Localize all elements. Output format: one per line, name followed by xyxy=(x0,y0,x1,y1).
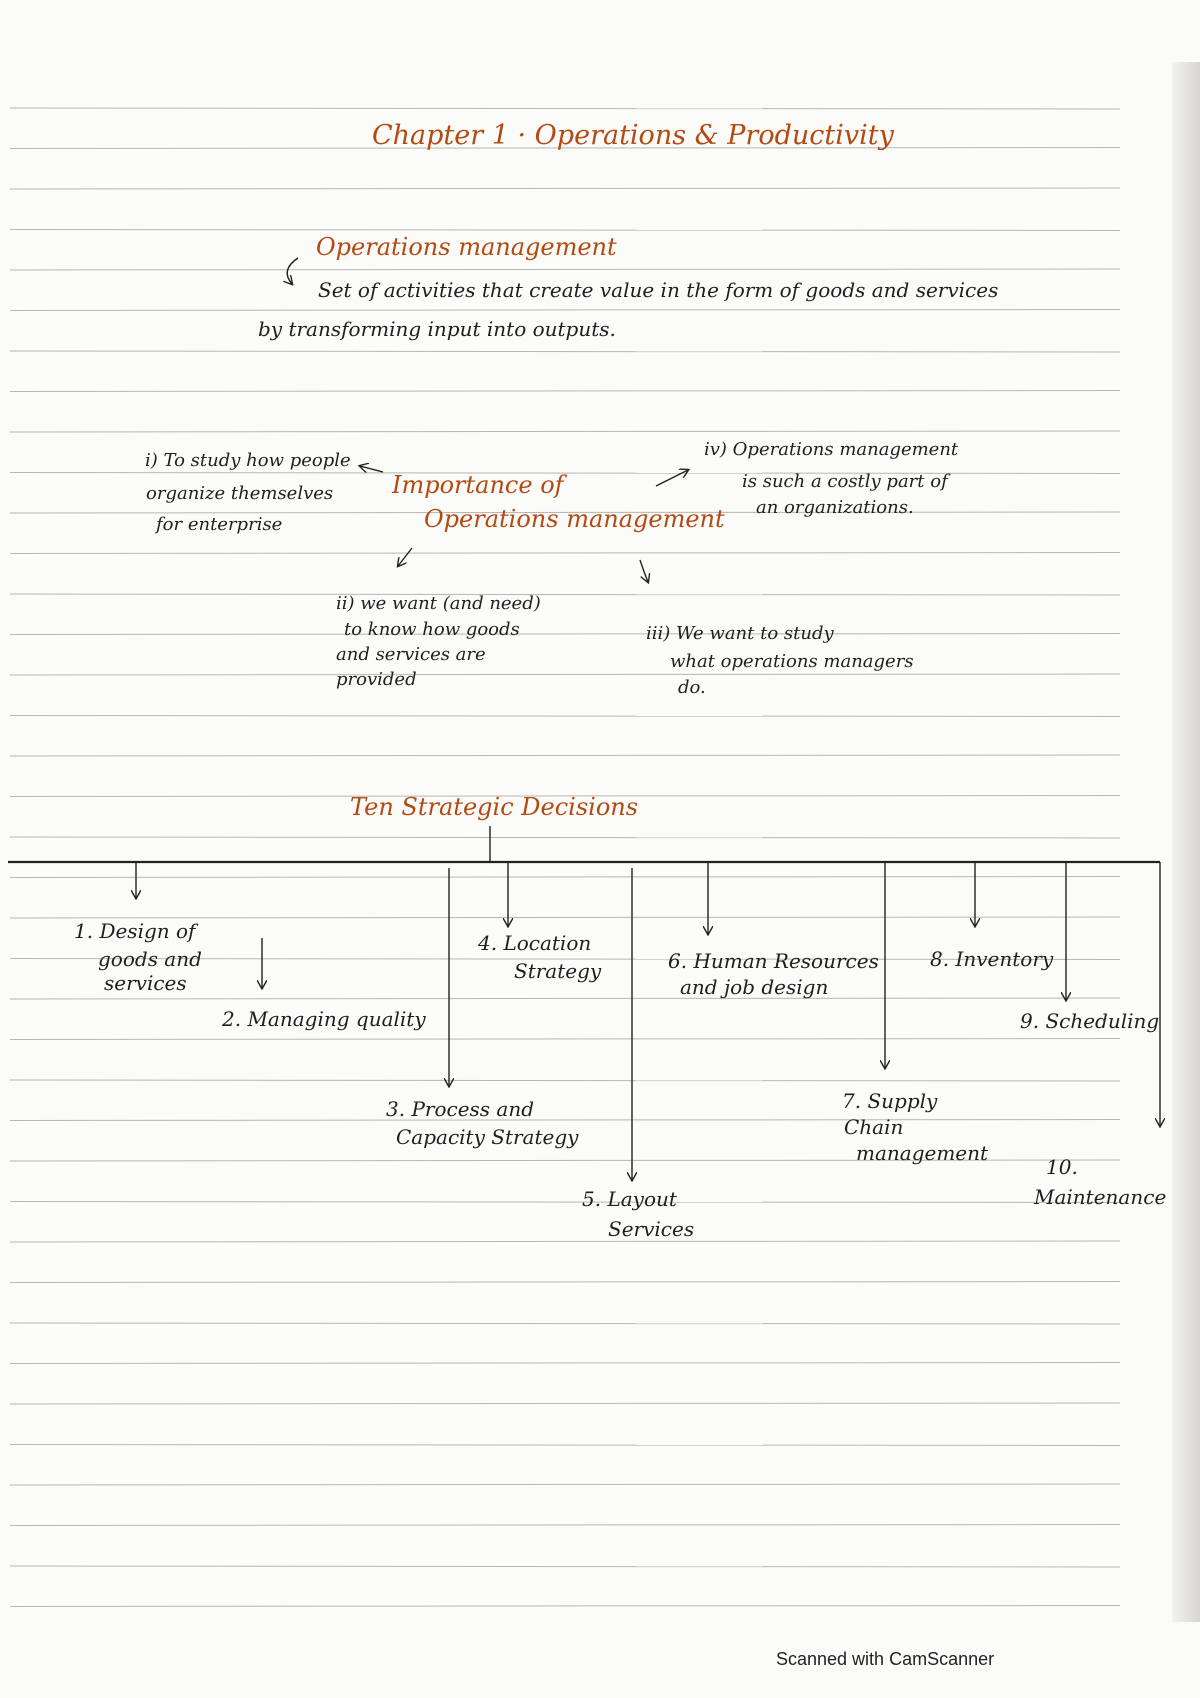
arrow-to-reason-4 xyxy=(656,470,688,486)
importance-reason-2-line-2: to know how goods xyxy=(344,619,520,640)
decision-7-line-3: management xyxy=(856,1141,989,1165)
importance-reason-1-line-3: for enterprise xyxy=(156,514,283,535)
importance-reason-1-line-1: i) To study how people xyxy=(145,450,351,471)
decision-2-line-1: 2. Managing quality xyxy=(222,1007,426,1031)
definition-line-1: Set of activities that create value in the form of goods and services xyxy=(318,278,999,302)
importance-reason-4-line-2: is such a costly part of xyxy=(742,471,948,492)
decision-1-line-1: 1. Design of xyxy=(74,919,196,943)
decision-5-line-2: Services xyxy=(608,1217,695,1241)
arrow-to-reason-2 xyxy=(398,548,412,566)
importance-reason-2-line-4: provided xyxy=(336,669,417,690)
importance-reason-3-line-2: what operations managers xyxy=(670,651,914,672)
importance-reason-1-line-2: organize themselves xyxy=(146,483,334,504)
scanner-watermark: Scanned with CamScanner xyxy=(776,1649,995,1669)
decision-10-line-2: Maintenance xyxy=(1034,1185,1167,1209)
importance-reason-2-line-3: and services are xyxy=(336,644,486,665)
importance-reason-4-line-1: iv) Operations management xyxy=(704,439,959,460)
decision-3-line-1: 3. Process and xyxy=(386,1097,535,1121)
definition-heading: Operations management xyxy=(316,233,617,261)
definition-line-2: by transforming input into outputs. xyxy=(258,317,616,341)
importance-reason-4-line-3: an organizations. xyxy=(756,497,914,518)
chapter-title: Chapter 1 · Operations & Productivity xyxy=(372,120,894,151)
decision-6-line-2: and job design xyxy=(680,975,829,999)
decision-4-line-2: Strategy xyxy=(514,959,602,983)
arrow-to-reason-3 xyxy=(640,560,648,582)
decision-9-line-1: 9. Scheduling xyxy=(1020,1009,1160,1033)
arrow-to-reason-1 xyxy=(360,466,383,472)
decision-10-line-1: 10. xyxy=(1046,1155,1078,1179)
decision-1-line-2: goods and xyxy=(98,947,202,971)
importance-heading-line-1: Importance of xyxy=(392,471,564,499)
decision-7-line-1: 7. Supply xyxy=(842,1089,938,1113)
decision-4-line-1: 4. Location xyxy=(478,931,592,955)
importance-reason-2-line-1: ii) we want (and need) xyxy=(336,593,541,614)
definition-hook-arrow xyxy=(287,258,298,284)
decisions-heading: Ten Strategic Decisions xyxy=(350,793,639,821)
importance-heading-line-2: Operations management xyxy=(424,505,725,533)
decision-8-line-1: 8. Inventory xyxy=(930,947,1054,971)
decision-6-line-1: 6. Human Resources xyxy=(668,949,879,973)
decision-1-line-3: services xyxy=(104,971,187,995)
decision-3-line-2: Capacity Strategy xyxy=(396,1125,579,1149)
decision-7-line-2: Chain xyxy=(844,1115,904,1139)
importance-reason-3-line-1: iii) We want to study xyxy=(646,623,834,644)
importance-reason-3-line-3: do. xyxy=(678,677,706,698)
decision-5-line-1: 5. Layout xyxy=(582,1187,677,1211)
